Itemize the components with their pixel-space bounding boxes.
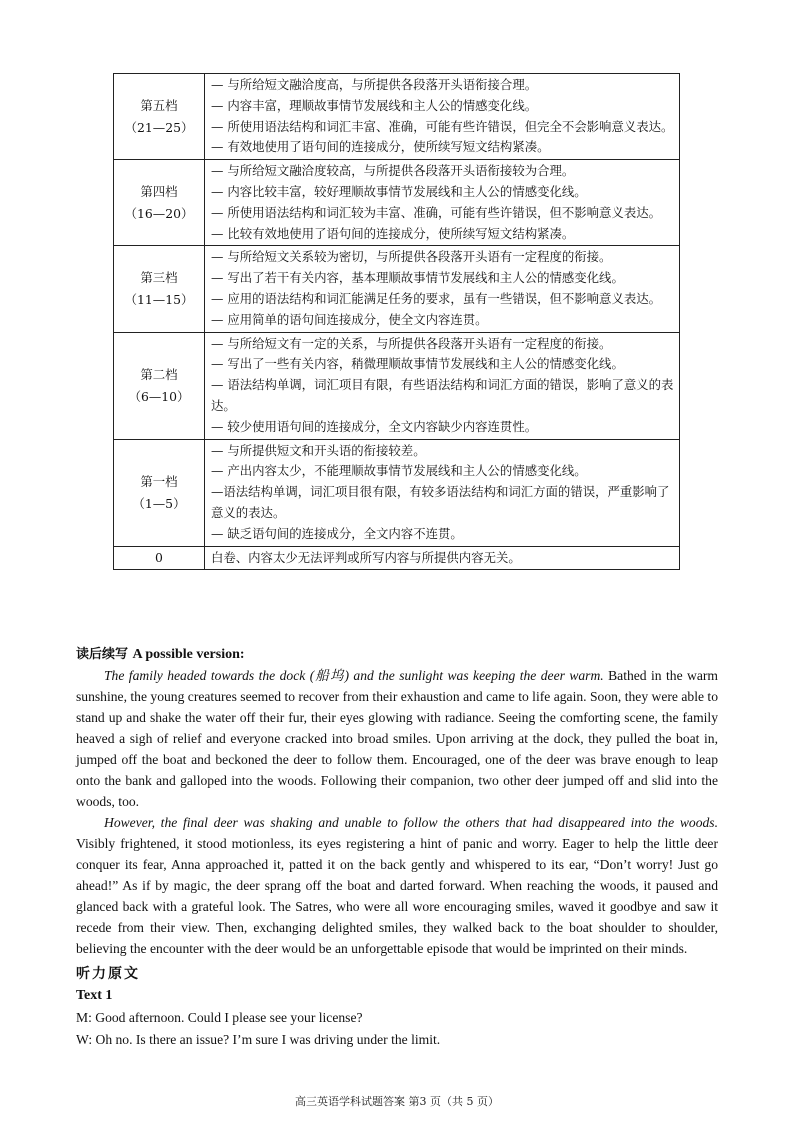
criteria-cell — [205, 246, 680, 332]
band-name: 第二档 — [140, 366, 178, 382]
rubric-row-band-4 — [114, 160, 680, 246]
band-cell — [114, 546, 205, 570]
criteria-cell — [205, 74, 680, 160]
band-name: 0 — [155, 549, 163, 565]
rubric-row-band-5 — [114, 74, 680, 160]
rubric-row-band-1 — [114, 439, 680, 546]
criteria-cell — [205, 546, 680, 570]
rubric-row-band-0 — [114, 546, 680, 570]
criterion: — 缺乏语句间的连接成分，全文内容不连贯。 — [211, 525, 463, 541]
criterion: — 语法结构单调，词汇项目有限，有些语法结构和词汇方面的错误，影响了意义的表达。 — [211, 377, 674, 413]
criterion: — 比较有效地使用了语句间的连接成分，使所续写短文结构紧凑。 — [211, 225, 575, 241]
criteria-cell — [205, 332, 680, 439]
criterion: — 写出了一些有关内容，稍微理顺故事情节发展线和主人公的情感变化线。 — [211, 356, 624, 372]
listening-title: 听力原文 — [76, 966, 140, 982]
band-score-range: （21—25） — [124, 119, 194, 135]
scoring-rubric-table — [113, 73, 680, 570]
essay-paragraph-2 — [76, 812, 718, 959]
paragraph-body: Visibly frightened, it stood motionless, its eyes registering a hint of panic and worry. Eager to help the little deer conquer its fear, Anna approached it, patted it on the back gently and whispered to its ear, “Don’t worry! Just go ahead!” As if by magic, the deer sprang off the boat and darted forward. When reaching the woods, it paused and glanced back with a grateful look. The Satres, who were all wore encouraging smiles, waved it goodbye and saw it recede from their view. Then, exchanging delighted smiles, they walked back to the boat shoulder to shoulder, believing the encounter with the deer would be an unforgettable episode that would be imprinted on their minds. — [76, 836, 718, 956]
band-name: 第四档 — [140, 183, 178, 199]
criterion: — 内容比较丰富，较好理顺故事情节发展线和主人公的情感变化线。 — [211, 183, 587, 199]
rubric-row-band-2 — [114, 332, 680, 439]
criteria-cell — [205, 439, 680, 546]
page-footer: 高三英语学科试题答案 第3 页（共 5 页） — [295, 1095, 499, 1108]
criterion: — 与所给短文融洽度高，与所提供各段落开头语衔接合理。 — [211, 77, 538, 92]
model-essay-section — [76, 645, 718, 959]
text-label: Text 1 — [76, 988, 113, 1003]
band-cell — [114, 160, 205, 246]
criterion: — 内容丰富，理顺故事情节发展线和主人公的情感变化线。 — [211, 97, 538, 113]
band-cell — [114, 246, 205, 332]
band-score-range: （6—10） — [128, 388, 190, 404]
band-score-range: （1—5） — [132, 495, 186, 511]
criterion: — 写出了若干有关内容，基本理顺故事情节发展线和主人公的情感变化线。 — [211, 270, 624, 286]
band-name: 第五档 — [140, 97, 178, 113]
essay-heading-cn: 读后续写 — [76, 647, 129, 662]
criterion: — 应用的语法结构和词汇能满足任务的要求，虽有一些错误，但不影响意义表达。 — [211, 290, 662, 306]
criterion: — 应用简单的语句间连接成分，使全文内容连贯。 — [211, 311, 488, 327]
essay-heading — [76, 645, 718, 665]
criterion: — 与所给短文有一定的关系，与所提供各段落开头语有一定程度的衔接。 — [211, 335, 612, 351]
band-score-range: （11—15） — [124, 291, 194, 307]
criterion: — 有效地使用了语句间的连接成分，使所续写短文结构紧凑。 — [211, 139, 550, 155]
band-name: 第一档 — [140, 473, 178, 489]
rubric-row-band-3 — [114, 246, 680, 332]
listening-transcript-section — [76, 963, 718, 1051]
band-score-range: （16—20） — [124, 205, 194, 221]
paragraph-opening-sentence: However, the final deer was shaking and unable to follow the others that had disappeared into the woods. — [104, 815, 718, 830]
criterion: — 与所提供短文和开头语的衔接较差。 — [211, 442, 426, 458]
criterion: 白卷、内容太少无法评判或所写内容与所提供内容无关。 — [211, 549, 521, 565]
transcript-line: M: Good afternoon. Could I please see your license? — [76, 1010, 363, 1025]
paragraph-opening-sentence: The family headed towards the dock (船坞) and the sunlight was keeping the deer warm. — [104, 668, 604, 683]
band-name: 第三档 — [140, 269, 178, 285]
criterion: — 产出内容太少，不能理顺故事情节发展线和主人公的情感变化线。 — [211, 463, 587, 479]
criterion: —语法结构单调，词汇项目很有限，有较多语法结构和词汇方面的错误，严重影响了意义的表达。 — [211, 484, 670, 520]
criterion: — 较少使用语句间的连接成分，全文内容缺少内容连贯性。 — [211, 418, 538, 434]
criterion: — 所使用语法结构和词汇丰富、准确，可能有些许错误，但完全不会影响意义表达。 — [211, 118, 674, 134]
band-cell — [114, 439, 205, 546]
essay-paragraph-1 — [76, 665, 718, 812]
criteria-cell — [205, 160, 680, 246]
paragraph-body: Bathed in the warm sunshine, the young creatures seemed to recover from their exhaustion and came to life again. Soon, they were able to stand up and shake the water off their fur, their eyes glowing with radiance. Seeing the comforting scene, the family heaved a sigh of relief and everyone cracked into broad smiles. Upon arriving at the dock, they pulled the boat in, jumped off the boat and beckoned the deer to follow them. Encouraged, one of the deer was brave enough to leap onto the bank and galloped into the woods. Following their companion, two other deer jumped off and slid into the woods, too. — [76, 668, 718, 809]
criterion: — 与所给短文关系较为密切，与所提供各段落开头语有一定程度的衔接。 — [211, 249, 612, 265]
essay-heading-en: A possible version: — [132, 647, 245, 662]
criterion: — 与所给短文融洽度较高，与所提供各段落开头语衔接较为合理。 — [211, 163, 575, 179]
criterion: — 所使用语法结构和词汇较为丰富、准确，可能有些许错误，但不影响意义表达。 — [211, 204, 662, 220]
band-cell — [114, 332, 205, 439]
band-cell — [114, 74, 205, 160]
transcript-line: W: Oh no. Is there an issue? I’m sure I was driving under the limit. — [76, 1032, 441, 1047]
